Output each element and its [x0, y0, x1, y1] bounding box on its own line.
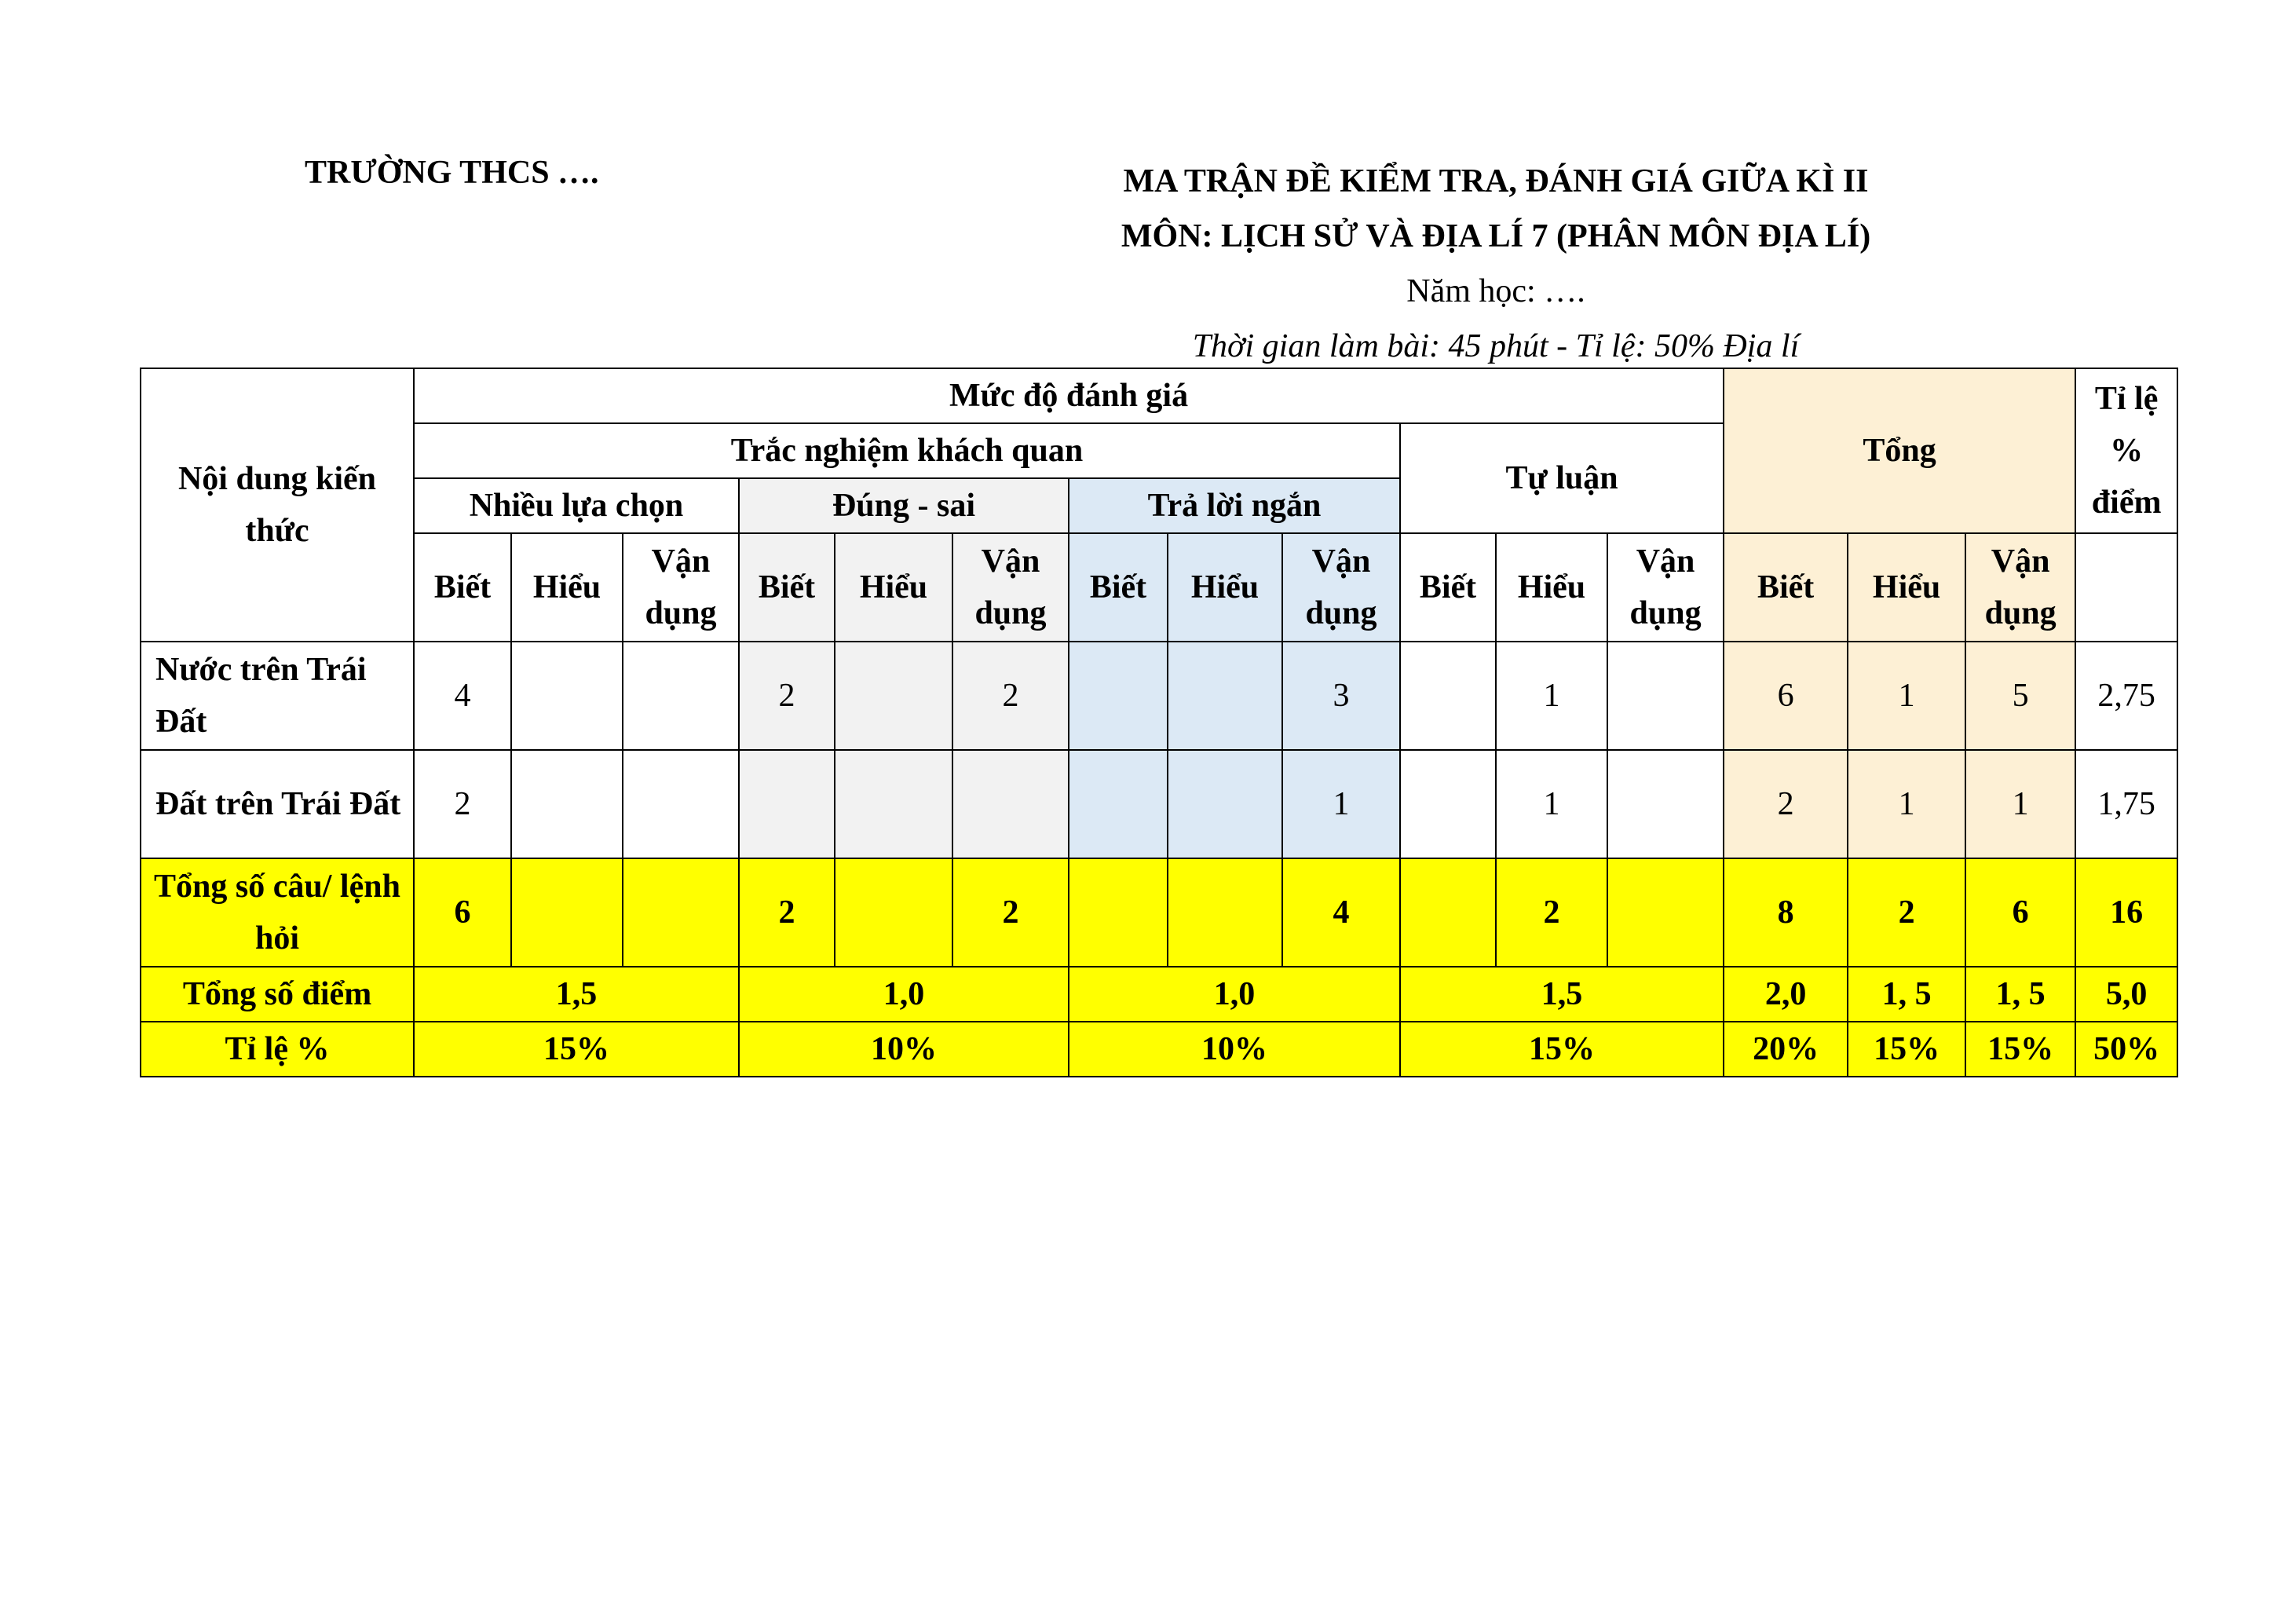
total-points-label: Tổng số điểm	[141, 967, 414, 1022]
content-header: Nội dung kiến thức	[141, 368, 414, 642]
cell: 15%	[1848, 1022, 1965, 1077]
cell	[1607, 858, 1724, 967]
sa-understand-header: Hiểu	[1168, 533, 1282, 642]
cell: 2	[1496, 858, 1607, 967]
cell	[1069, 642, 1168, 750]
multiple-choice-header: Nhiều lựa chọn	[414, 478, 739, 533]
essay-header: Tự luận	[1400, 423, 1724, 533]
cell: 2	[952, 858, 1069, 967]
cell: 2	[952, 642, 1069, 750]
cell	[1168, 642, 1282, 750]
cell: 20%	[1724, 1022, 1848, 1077]
cell	[835, 642, 952, 750]
cell: 6	[1724, 642, 1848, 750]
cell: 15%	[1965, 1022, 2075, 1077]
cell: 1, 5	[1965, 967, 2075, 1022]
ratio-subheader-empty	[2075, 533, 2177, 642]
cell: 1,5	[1400, 967, 1724, 1022]
mc-apply-header: Vận dụng	[623, 533, 739, 642]
cell: 1, 5	[1848, 967, 1965, 1022]
cell	[1168, 858, 1282, 967]
essay-know-header: Biết	[1400, 533, 1496, 642]
school-name: TRƯỜNG THCS ….	[305, 155, 599, 191]
cell: 1,5	[414, 967, 739, 1022]
cell: 6	[1965, 858, 2075, 967]
assessment-matrix-table	[140, 368, 2178, 1077]
essay-understand-header: Hiểu	[1496, 533, 1607, 642]
cell	[1168, 750, 1282, 858]
total-apply-header: Vận dụng	[1965, 533, 2075, 642]
cell	[623, 858, 739, 967]
sa-know-header: Biết	[1069, 533, 1168, 642]
cell	[739, 750, 835, 858]
cell: 15%	[1400, 1022, 1724, 1077]
cell	[835, 750, 952, 858]
cell: 1	[1496, 642, 1607, 750]
cell	[1400, 858, 1496, 967]
cell: 1	[1848, 642, 1965, 750]
cell: 1	[1965, 750, 2075, 858]
true-false-header: Đúng - sai	[739, 478, 1069, 533]
header-row-4	[141, 533, 2177, 642]
cell	[511, 642, 623, 750]
sa-apply-header: Vận dụng	[1282, 533, 1400, 642]
mc-know-header: Biết	[414, 533, 511, 642]
school-year: Năm học: ….	[1406, 273, 1585, 309]
total-header: Tổng	[1724, 368, 2075, 533]
cell	[623, 642, 739, 750]
cell	[1069, 750, 1168, 858]
cell: 8	[1724, 858, 1848, 967]
cell: 3	[1282, 642, 1400, 750]
cell: 1,0	[1069, 967, 1400, 1022]
cell: 10%	[1069, 1022, 1400, 1077]
cell: 1	[1496, 750, 1607, 858]
cell: 4	[414, 642, 511, 750]
cell	[952, 750, 1069, 858]
cell: 5	[1965, 642, 2075, 750]
cell: 5,0	[2075, 967, 2177, 1022]
percent-label: Tỉ lệ %	[141, 1022, 414, 1077]
mc-understand-header: Hiểu	[511, 533, 623, 642]
cell	[1400, 750, 1496, 858]
cell: 2,75	[2075, 642, 2177, 750]
cell: 6	[414, 858, 511, 967]
document-title-block	[1044, 154, 1947, 374]
ratio-header: Tỉ lệ % điểm	[2075, 368, 2177, 533]
tf-apply-header: Vận dụng	[952, 533, 1069, 642]
cell	[1400, 642, 1496, 750]
cell: 16	[2075, 858, 2177, 967]
title-line-1: MA TRẬN ĐỀ KIỂM TRA, ĐÁNH GIÁ GIỮA KÌ II	[1123, 163, 1869, 199]
total-points-row	[141, 967, 2177, 1022]
cell	[1069, 858, 1168, 967]
cell	[1607, 750, 1724, 858]
cell: 2	[1848, 858, 1965, 967]
cell: 2	[414, 750, 511, 858]
cell	[835, 858, 952, 967]
cell: 1	[1848, 750, 1965, 858]
cell: 2,0	[1724, 967, 1848, 1022]
table-row	[141, 642, 2177, 750]
row-label-water: Nước trên Trái Đất	[141, 642, 414, 750]
essay-apply-header: Vận dụng	[1607, 533, 1724, 642]
time-ratio: Thời gian làm bài: 45 phút - Tỉ lệ: 50% Địa lí	[1192, 328, 1800, 364]
cell: 2	[739, 858, 835, 967]
table-row	[141, 750, 2177, 858]
tf-know-header: Biết	[739, 533, 835, 642]
objective-header: Trắc nghiệm khách quan	[414, 423, 1400, 478]
cell	[623, 750, 739, 858]
tf-understand-header: Hiểu	[835, 533, 952, 642]
header-row-1	[141, 368, 2177, 423]
cell: 15%	[414, 1022, 739, 1077]
cell	[511, 858, 623, 967]
cell: 2	[739, 642, 835, 750]
total-questions-row	[141, 858, 2177, 967]
cell: 4	[1282, 858, 1400, 967]
title-line-2: MÔN: LỊCH SỬ VÀ ĐỊA LÍ 7 (PHÂN MÔN ĐỊA LÍ)	[1121, 218, 1871, 254]
cell: 2	[1724, 750, 1848, 858]
total-questions-label: Tổng số câu/ lệnh hỏi	[141, 858, 414, 967]
level-header: Mức độ đánh giá	[414, 368, 1724, 423]
cell	[1607, 642, 1724, 750]
percent-row	[141, 1022, 2177, 1077]
short-answer-header: Trả lời ngắn	[1069, 478, 1400, 533]
cell: 1,75	[2075, 750, 2177, 858]
total-understand-header: Hiểu	[1848, 533, 1965, 642]
cell: 10%	[739, 1022, 1069, 1077]
cell: 1	[1282, 750, 1400, 858]
cell	[511, 750, 623, 858]
cell: 1,0	[739, 967, 1069, 1022]
cell: 50%	[2075, 1022, 2177, 1077]
total-know-header: Biết	[1724, 533, 1848, 642]
row-label-soil: Đất trên Trái Đất	[141, 750, 414, 858]
